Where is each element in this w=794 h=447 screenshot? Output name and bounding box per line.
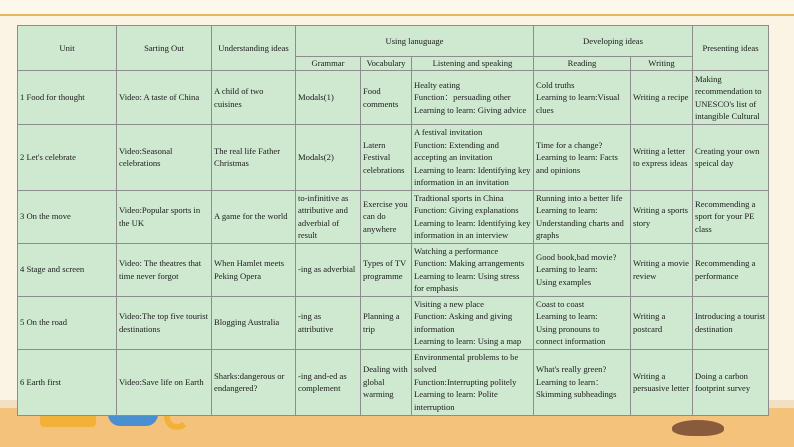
cell-reading <box>534 243 631 296</box>
cell-line: Good book,bad movie? <box>536 251 617 262</box>
cell-presenting: Doing a carbon footprint survey <box>693 349 769 415</box>
cell-line: Learning to learn: <box>536 264 598 275</box>
subheader-writing: Writing <box>631 57 693 71</box>
cell-listening <box>412 349 534 415</box>
cell-line: A festival invitation <box>414 127 483 137</box>
top-border-line <box>0 14 794 16</box>
cell-grammar: Modals(1) <box>296 71 361 125</box>
table-row <box>18 349 769 415</box>
cell-grammar: -ing as attributive <box>296 296 361 349</box>
cell-line: Skimming subheadings <box>536 389 617 400</box>
cell-understanding: A child of two cuisines <box>212 71 296 125</box>
cell-line: Coast to coast <box>536 298 585 309</box>
cell-line: Watching a performance <box>414 245 499 256</box>
cell-vocabulary: Dealing with global warming <box>361 349 412 415</box>
cell-line: Function: Asking and giving information <box>414 311 513 334</box>
cell-listening <box>412 243 534 296</box>
cell-presenting: Making recommendation to UNESCO's list of intangible Cultural <box>693 71 769 125</box>
cell-line: Learning to learn:Visual clues <box>536 92 620 115</box>
cell-writing: Writing a sports story <box>631 190 693 243</box>
cell-line: Using examples <box>536 276 592 287</box>
subheader-grammar: Grammar <box>296 57 361 71</box>
header-developing-ideas: Developing ideas <box>534 26 693 57</box>
cell-line: Function: Extending and accepting an invitation <box>414 139 499 162</box>
cell-line: Learning to learn: Facts and opinions <box>536 152 618 175</box>
cell-line: Learning to learn: Polite interruption <box>414 389 498 412</box>
cell-line: Learning to learn: Giving advice <box>414 104 527 115</box>
cell-grammar: -ing and-ed as complement <box>296 349 361 415</box>
subheader-listening-speaking: Listening and speaking <box>412 57 534 71</box>
cell-listening <box>412 125 534 191</box>
cell-vocabulary: Exercise you can do anywhere <box>361 190 412 243</box>
cell-vocabulary: Food comments <box>361 71 412 125</box>
header-understanding-ideas: Understanding ideas <box>212 26 296 71</box>
cell-line: Time for a change? <box>536 139 603 150</box>
cell-starting-out: Video:Popular sports in the UK <box>117 190 212 243</box>
cell-grammar: -ing as adverbial <box>296 243 361 296</box>
cell-presenting: Recommending a sport for your PE class <box>693 190 769 243</box>
shoe-decoration <box>672 420 724 436</box>
subheader-reading: Reading <box>534 57 631 71</box>
cell-unit: 4 Stage and screen <box>18 243 117 296</box>
header-row <box>18 26 769 57</box>
cell-understanding: When Hamlet meets Peking Opera <box>212 243 296 296</box>
cell-line: Learning to learn: <box>536 311 598 321</box>
cell-unit: 3 On the move <box>18 190 117 243</box>
cell-writing: Writing a postcard <box>631 296 693 349</box>
cell-starting-out: Video: The theatres that time never forgot <box>117 243 212 296</box>
cell-line: Learning to learn: Understanding charts and graphs <box>536 205 624 240</box>
cell-reading <box>534 125 631 191</box>
cell-presenting: Creating your own speical day <box>693 125 769 191</box>
cell-line: Learning to learn: Identifying key information in an interview <box>414 217 531 240</box>
cell-vocabulary: Latern Festival celebrations <box>361 125 412 191</box>
curriculum-table <box>17 25 769 416</box>
cell-line: Function：persuading other <box>414 92 511 103</box>
cell-writing: Writing a persuasive letter <box>631 349 693 415</box>
table-row <box>18 296 769 349</box>
top-strip <box>0 0 794 14</box>
cell-starting-out: Video:Seasonal celebrations <box>117 125 212 191</box>
cell-line: Learning to learn： <box>536 376 604 387</box>
cell-line: Using pronouns to connect information <box>536 323 606 346</box>
cell-listening <box>412 190 534 243</box>
cell-line: Learning to learn: Using stress for emphasis <box>414 270 520 293</box>
cell-reading <box>534 71 631 125</box>
bowl-decoration <box>108 414 158 426</box>
header-presenting-ideas: Presenting ideas <box>693 26 769 71</box>
table-row <box>18 243 769 296</box>
header-unit: Unit <box>18 26 117 71</box>
table-row <box>18 190 769 243</box>
cell-grammar: to-infinitive as attributive and adverbial of result <box>296 190 361 243</box>
header-starting-out: Sarting Out <box>117 26 212 71</box>
cell-line: Learning to learn: Using a map <box>414 336 522 346</box>
cell-listening <box>412 296 534 349</box>
cell-understanding: The real life Father Christmas <box>212 125 296 191</box>
cell-listening <box>412 71 534 125</box>
cell-vocabulary: Types of TV programme <box>361 243 412 296</box>
cell-line: What's really green? <box>536 364 607 375</box>
cell-unit: 6 Earth first <box>18 349 117 415</box>
cell-reading <box>534 296 631 349</box>
cell-line: Function: Giving explanations <box>414 205 519 215</box>
cell-vocabulary: Planning a trip <box>361 296 412 349</box>
table-row <box>18 71 769 125</box>
cell-line: Learning to learn: Identifying key information in an invitation <box>414 164 531 187</box>
subheader-vocabulary: Vocabulary <box>361 57 412 71</box>
header-using-language: Using lanuguage <box>296 26 534 57</box>
cell-line: Function: Making arrangements <box>414 258 525 268</box>
cell-grammar: Modals(2) <box>296 125 361 191</box>
cell-reading <box>534 190 631 243</box>
cell-starting-out: Video: A taste of China <box>117 71 212 125</box>
cell-understanding: Blogging Australia <box>212 296 296 349</box>
cell-unit: 2 Let's celebrate <box>18 125 117 191</box>
cell-line: Running into a better life <box>536 192 623 203</box>
cell-starting-out: Video:The top five tourist destinations <box>117 296 212 349</box>
cell-unit: 5 On the road <box>18 296 117 349</box>
cell-line: Function:Interrupting politely <box>414 376 517 387</box>
cell-line: Cold truths <box>536 79 575 90</box>
cell-presenting: Recommending a performance <box>693 243 769 296</box>
cell-presenting: Introducing a tourist destination <box>693 296 769 349</box>
cell-line: Healty eating <box>414 79 461 90</box>
cell-writing: Writing a movie review <box>631 243 693 296</box>
cell-writing: Writing a recipe <box>631 71 693 125</box>
cell-starting-out: Video:Save life on Earth <box>117 349 212 415</box>
cell-line: Tradtional sports in China <box>414 192 504 203</box>
cell-understanding: A game for the world <box>212 190 296 243</box>
cell-understanding: Sharks:dangerous or endangered? <box>212 349 296 415</box>
cell-unit: 1 Food for thought <box>18 71 117 125</box>
cell-line: Visiting a new place <box>414 298 484 309</box>
table-row <box>18 125 769 191</box>
cell-line: Environmental problems to be solved <box>414 351 519 375</box>
cell-writing: Writing a letter to express ideas <box>631 125 693 191</box>
cell-reading <box>534 349 631 415</box>
